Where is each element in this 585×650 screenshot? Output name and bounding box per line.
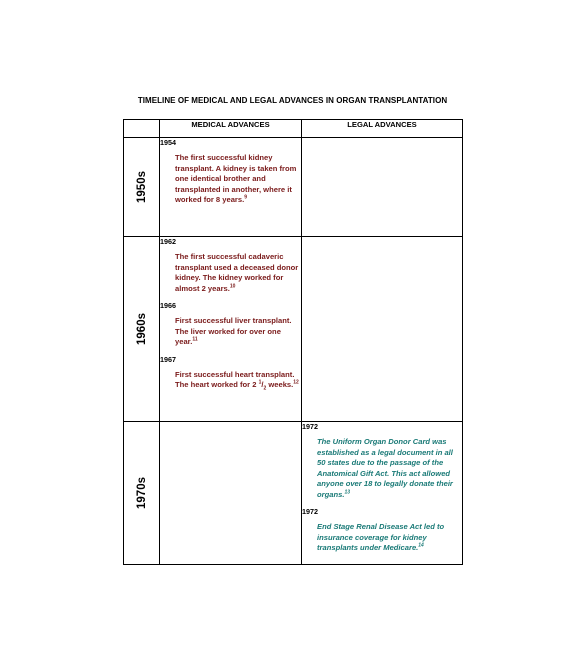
legal-entry	[317, 437, 462, 500]
entry-year: 1972	[302, 422, 318, 431]
decade-cell	[124, 237, 160, 422]
decade-label: 1970s	[135, 477, 148, 509]
corner-cell	[124, 120, 160, 138]
footnote-ref: 9	[244, 194, 248, 201]
legal-cell	[302, 138, 463, 237]
footnote-ref: 13	[344, 488, 350, 495]
footnote-ref: 12	[293, 379, 299, 386]
fraction-denominator: 2	[263, 385, 267, 392]
medical-entry	[175, 153, 301, 206]
decade-cell	[124, 138, 160, 237]
medical-cell	[160, 138, 302, 237]
medical-cell	[160, 237, 302, 422]
entry-text: First successful heart transplant. The heart worked for 2	[175, 369, 295, 389]
medical-entry	[175, 252, 301, 294]
entry-text: First successful liver transplant. The liver worked for over one year.	[175, 316, 292, 346]
document-title: TIMELINE OF MEDICAL AND LEGAL ADVANCES IN ORGAN TRANSPLANTATION	[137, 96, 448, 105]
medical-advances-header: MEDICAL ADVANCES	[160, 120, 302, 138]
entry-year: 1972	[302, 507, 318, 516]
entry-year: 1967	[160, 354, 176, 364]
fraction-numerator: 1	[258, 379, 262, 386]
entry-text: The Uniform Organ Donor Card was established as a legal document in all 50 states due to the passage of the Anatomical Gift Act. This act allowed anyone over 18 to legally donate their organs.	[317, 437, 453, 499]
medical-cell	[160, 422, 302, 565]
footnote-ref: 10	[229, 282, 236, 289]
footnote-ref: 14	[418, 542, 424, 549]
legal-advances-header: LEGAL ADVANCES	[302, 120, 463, 138]
medical-entry: First successful heart transplant. The heart worked for 2 $^1/_2$ weeks.$^{12}$	[175, 369, 299, 392]
entry-year: 1966	[160, 301, 176, 310]
entry-year: 1962	[160, 237, 176, 246]
entry-text: The first successful kidney transplant. A kidney is taken from one identical brother and transplanted in another, where it worked for 8 years.	[175, 153, 297, 204]
legal-cell	[302, 422, 463, 565]
decade-label: 1960s	[135, 313, 148, 345]
header-row	[124, 120, 463, 138]
decade-label: 1950s	[135, 171, 148, 203]
timeline-table	[123, 119, 463, 565]
legal-entry	[317, 522, 462, 554]
decade-row-1950s	[124, 138, 463, 237]
entry-year: 1954	[160, 138, 176, 147]
decade-cell	[124, 422, 160, 565]
entry-text: End Stage Renal Disease Act led to insurance coverage for kidney transplants under Medicare.	[317, 522, 445, 552]
decade-row-1970s	[124, 422, 463, 565]
decade-row-1960s	[124, 237, 463, 422]
footnote-ref: 11	[192, 336, 198, 343]
entry-text: The first successful cadaveric transplant used a deceased donor kidney. The kidney worked for almost 2 years.	[175, 252, 299, 293]
entry-text: weeks.	[266, 380, 294, 389]
medical-entry	[175, 316, 301, 348]
legal-cell	[302, 237, 463, 422]
